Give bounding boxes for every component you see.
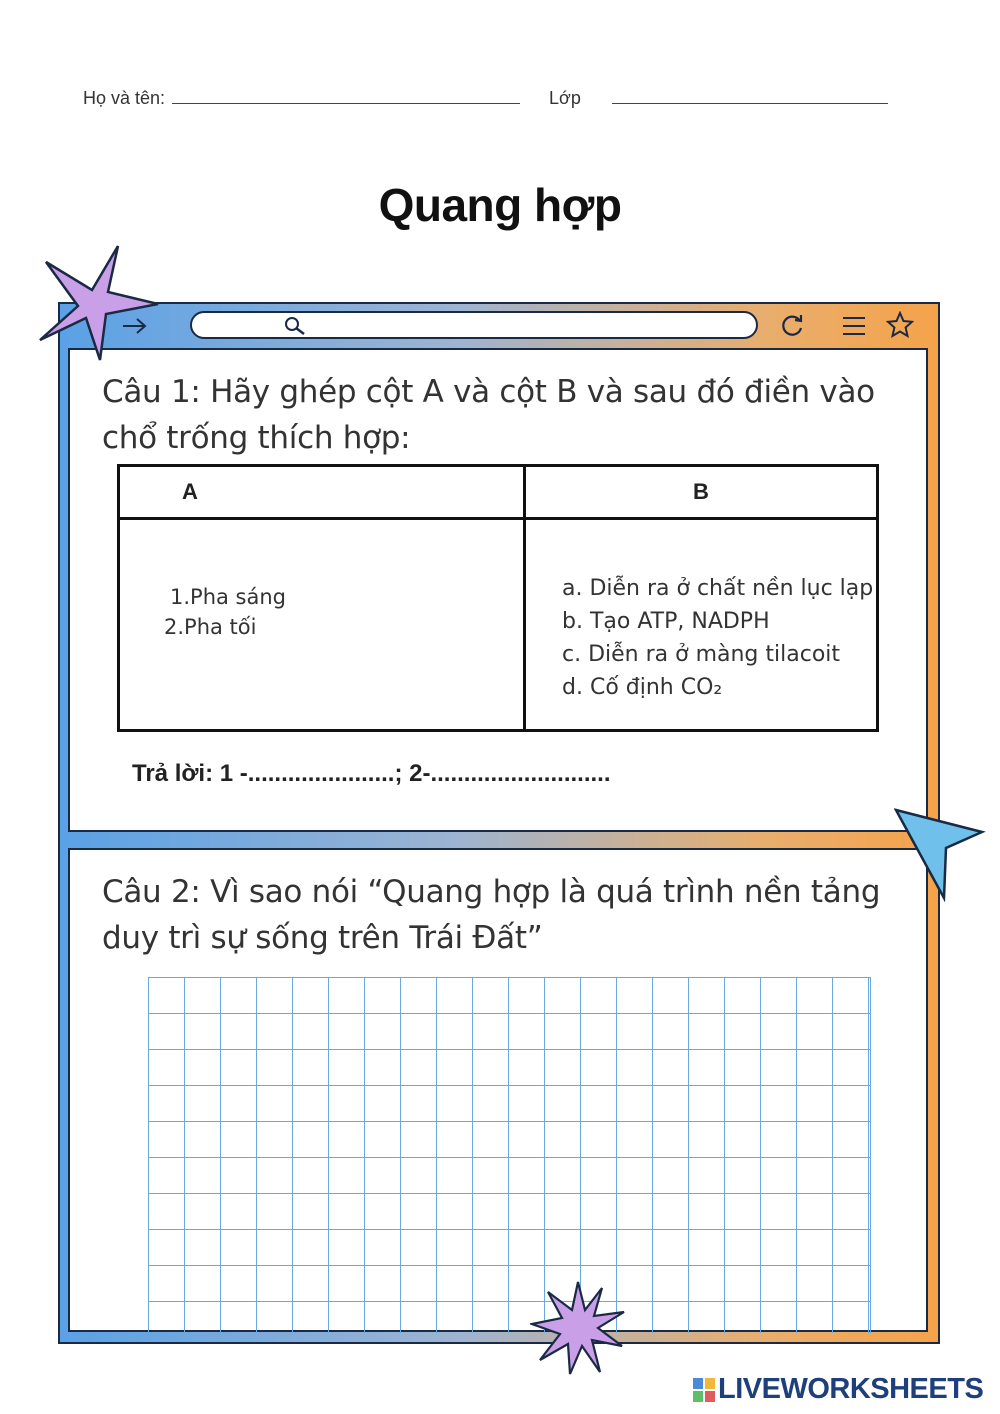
liveworksheets-logo: LIVEWORKSHEETS [718,1373,984,1405]
page-title: Quang hợp [378,179,622,231]
sparkle-star-icon [530,1280,626,1376]
cursor-arrow-icon [894,806,986,902]
list-item: 1.Pha sáng [170,585,287,609]
sparkle-star-icon [38,244,162,368]
question1-text: Câu 1: Hãy ghép cột A và cột B và sau đó điền vào chổ trống thích hợp: [102,374,875,456]
name-input-line[interactable] [172,103,520,104]
class-label: Lớp [549,88,581,108]
list-item: a. Diễn ra ở chất nền lục lạp [562,576,874,601]
answer-line[interactable]: Trả lời: 1 -......................; 2-........................... [132,760,611,787]
menu-icon [841,315,867,337]
list-item: d. Cố định CO₂ [562,675,723,700]
answer-grid[interactable] [148,977,871,1333]
list-item: c. Diễn ra ở màng tilacoit [562,642,841,667]
column-b-header: B [525,466,878,519]
class-input-line[interactable] [612,103,888,104]
list-item: b. Tạo ATP, NADPH [562,609,770,634]
address-bar [190,311,758,339]
name-label: Họ và tên: [83,88,166,108]
matching-table [117,464,879,732]
search-icon [283,315,307,337]
column-b-cell [525,519,878,731]
column-a-header: A [119,466,525,519]
refresh-icon [780,313,806,339]
list-item: 2.Pha tối [164,615,257,639]
column-a-cell [119,519,525,731]
question2-text: Câu 2: Vì sao nói “Quang hợp là quá trình nền tảng duy trì sự sống trên Trái Đất” [102,874,881,956]
liveworksheets-logo-icon [693,1378,715,1402]
star-bookmark-icon [886,311,914,339]
